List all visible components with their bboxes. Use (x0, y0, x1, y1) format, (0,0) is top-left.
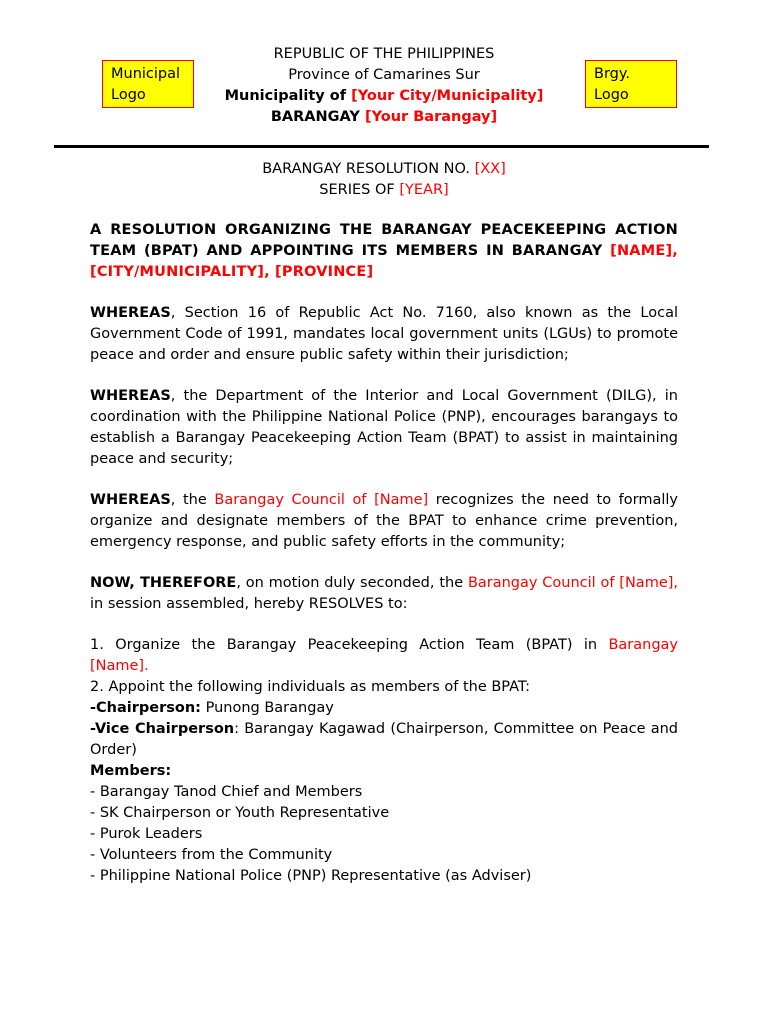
whereas-text-after: recognizes the need to formally organize and designate members of the BPAT to enhance crime prevention, emergency response, and public safety efforts in the community; (90, 492, 679, 550)
vice-chairperson-line (90, 719, 678, 761)
barangay-logo-placeholder (585, 60, 677, 108)
vice-chairperson-label: -Vice Chairperson (90, 721, 235, 737)
resolve-text-before: , on motion duly seconded, the (236, 575, 468, 591)
resolve-item-1 (90, 635, 678, 677)
member-item: - Volunteers from the Community (90, 847, 333, 863)
resolve-text-after: in session assembled, hereby RESOLVES to: (90, 596, 408, 612)
resolve-placeholder: Barangay Council of [Name], (467, 575, 679, 591)
resolve-clause (90, 573, 678, 615)
header-barangay-placeholder: [Your Barangay] (364, 109, 498, 125)
resolve-item-2: 2. Appoint the following individuals as members of the BPAT: (90, 679, 531, 695)
whereas-text: , the Department of the Interior and Local Government (DILG), in coordination with the Philippine National Police (PNP), encourages barangays to establish a Barangay Peacekeeping Action Team (BPAT) to assist in maintaining peace and security; (90, 388, 678, 467)
municipal-logo-placeholder (102, 60, 194, 108)
resolution-series (90, 180, 678, 201)
whereas-placeholder: Barangay Council of [Name] (214, 492, 429, 508)
header-municipality-placeholder: [Your City/Municipality] (351, 88, 544, 104)
barangay-logo-label: Brgy. Logo (594, 66, 630, 103)
whereas-lead: WHEREAS (90, 305, 171, 321)
header-republic: REPUBLIC OF THE PHILIPPINES (273, 46, 495, 62)
members-heading (90, 761, 678, 782)
whereas-text-before: , the (170, 492, 215, 508)
whereas-clause-2 (90, 386, 678, 470)
whereas-text: , Section 16 of Republic Act No. 7160, also known as the Local Government Code of 1991, mandates local government units (LGUs) to promote peace and order and ensure public safety within their jurisdiction; (90, 305, 678, 363)
header-municipality (200, 86, 568, 107)
resolution-title (90, 220, 678, 283)
resolution-number (90, 159, 678, 180)
header-municipality-prefix: Municipality of (224, 88, 352, 104)
header-barangay (200, 107, 568, 128)
resolution-body (90, 220, 678, 887)
vice-chairperson-value: : Barangay Kagawad (Chairperson, Committee on Peace and Order) (90, 721, 679, 758)
document-header (200, 44, 568, 128)
resolution-number-label: BARANGAY RESOLUTION NO. (262, 161, 475, 177)
member-item: - Philippine National Police (PNP) Representative (as Adviser) (90, 868, 532, 884)
members-label: Members: (90, 763, 172, 779)
whereas-lead: WHEREAS (90, 388, 171, 404)
municipal-logo-label: Municipal Logo (111, 66, 181, 103)
member-item: - Purok Leaders (90, 826, 203, 842)
whereas-clause-3 (90, 490, 678, 553)
member-item: - Barangay Tanod Chief and Members (90, 784, 363, 800)
header-province: Province of Camarines Sur (288, 67, 480, 83)
resolve-item-1-placeholder: Barangay [Name]. (90, 637, 678, 674)
resolve-item-1-text: 1. Organize the Barangay Peacekeeping Action Team (BPAT) in (90, 637, 609, 653)
resolution-number-placeholder: [XX] (474, 161, 506, 177)
resolution-number-block (90, 159, 678, 201)
header-barangay-prefix: BARANGAY (270, 109, 365, 125)
whereas-clause-1 (90, 303, 678, 366)
resolution-series-placeholder: [YEAR] (399, 182, 449, 198)
header-divider (54, 145, 709, 148)
resolve-lead: NOW, THEREFORE (90, 575, 237, 591)
chairperson-label: -Chairperson: (90, 700, 201, 716)
resolution-series-label: SERIES OF (319, 182, 400, 198)
resolution-title-placeholder: [NAME], [CITY/MUNICIPALITY], [PROVINCE] (90, 243, 678, 280)
member-item: - SK Chairperson or Youth Representative (90, 805, 390, 821)
chairperson-line (90, 698, 678, 719)
whereas-lead: WHEREAS (90, 492, 171, 508)
chairperson-value: Punong Barangay (200, 700, 334, 716)
resolution-title-text: A RESOLUTION ORGANIZING THE BARANGAY PEACEKEEPING ACTION TEAM (BPAT) AND APPOINTING ITS MEMBERS IN BARANGAY (90, 222, 678, 259)
